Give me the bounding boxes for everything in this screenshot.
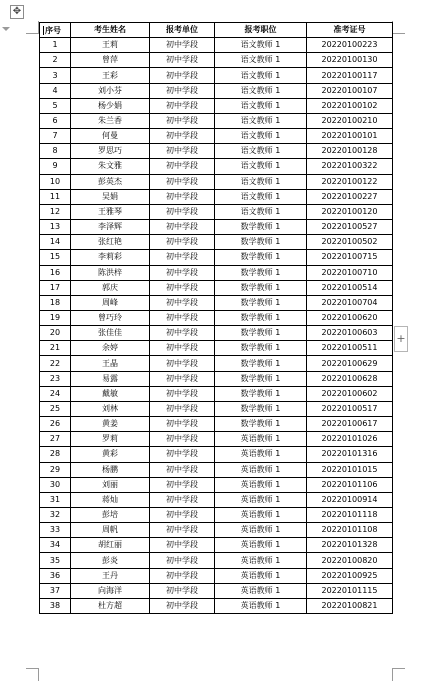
- cell-position[interactable]: 数学教师 1: [215, 341, 307, 356]
- table-row: [40, 553, 393, 568]
- cell-unit[interactable]: 初中学段: [150, 462, 215, 477]
- table-row: [40, 220, 393, 235]
- cell-name[interactable]: 周帆: [71, 523, 150, 538]
- cell-number[interactable]: 25: [40, 401, 71, 416]
- cell-exam-id[interactable]: 20220100620: [307, 310, 393, 325]
- cell-position[interactable]: 数学教师 1: [215, 220, 307, 235]
- table-row: [40, 432, 393, 447]
- cell-number[interactable]: 7: [40, 129, 71, 144]
- cell-name[interactable]: 朱文雅: [71, 159, 150, 174]
- table-row: [40, 477, 393, 492]
- cell-position[interactable]: 英语教师 1: [215, 447, 307, 462]
- cell-unit[interactable]: 初中学段: [150, 204, 215, 219]
- cell-name[interactable]: 杨鹏: [71, 462, 150, 477]
- cell-unit[interactable]: 初中学段: [150, 113, 215, 128]
- cell-exam-id[interactable]: 20220100821: [307, 598, 393, 613]
- cell-position[interactable]: 英语教师 1: [215, 598, 307, 613]
- cell-position[interactable]: 英语教师 1: [215, 432, 307, 447]
- table-row: [40, 371, 393, 386]
- cell-name[interactable]: 郭庆: [71, 280, 150, 295]
- cell-name[interactable]: 向海洋: [71, 583, 150, 598]
- cell-number[interactable]: 6: [40, 113, 71, 128]
- cell-unit[interactable]: 初中学段: [150, 250, 215, 265]
- cell-number[interactable]: 38: [40, 598, 71, 613]
- header-cell-unit[interactable]: 报考单位: [150, 23, 215, 38]
- header-cell-position[interactable]: 报考职位: [215, 23, 307, 38]
- cell-position[interactable]: 英语教师 1: [215, 462, 307, 477]
- cell-name[interactable]: 易露: [71, 371, 150, 386]
- cell-position[interactable]: 数学教师 1: [215, 356, 307, 371]
- cell-unit[interactable]: 初中学段: [150, 144, 215, 159]
- move-cross-icon: ✥: [12, 6, 22, 17]
- cell-number[interactable]: 14: [40, 235, 71, 250]
- cell-position[interactable]: 语文教师 1: [215, 129, 307, 144]
- table-row: [40, 83, 393, 98]
- table-row: [40, 508, 393, 523]
- cell-name[interactable]: 陈洪梓: [71, 265, 150, 280]
- table-row: [40, 538, 393, 553]
- table-row: [40, 401, 393, 416]
- cell-name[interactable]: 戴敏: [71, 386, 150, 401]
- cell-exam-id[interactable]: 20220100107: [307, 83, 393, 98]
- table-row: [40, 189, 393, 204]
- table-row: [40, 235, 393, 250]
- cell-unit[interactable]: 初中学段: [150, 477, 215, 492]
- cell-unit[interactable]: 初中学段: [150, 98, 215, 113]
- cell-name[interactable]: 彭培: [71, 508, 150, 523]
- table-row: [40, 129, 393, 144]
- cell-unit[interactable]: 初中学段: [150, 568, 215, 583]
- table-row: [40, 98, 393, 113]
- cell-number[interactable]: 29: [40, 462, 71, 477]
- cell-number[interactable]: 28: [40, 447, 71, 462]
- cell-position[interactable]: 数学教师 1: [215, 295, 307, 310]
- cell-position[interactable]: 英语教师 1: [215, 523, 307, 538]
- cell-number[interactable]: 37: [40, 583, 71, 598]
- cell-unit[interactable]: 初中学段: [150, 220, 215, 235]
- cell-unit[interactable]: 初中学段: [150, 417, 215, 432]
- header-cell-number[interactable]: 序号: [40, 23, 71, 38]
- cell-exam-id[interactable]: 20220100710: [307, 265, 393, 280]
- table-row: [40, 68, 393, 83]
- cell-number[interactable]: 18: [40, 295, 71, 310]
- table-row: [40, 568, 393, 583]
- cell-position[interactable]: 语文教师 1: [215, 68, 307, 83]
- cell-unit[interactable]: 初中学段: [150, 68, 215, 83]
- cell-exam-id[interactable]: 20220100122: [307, 174, 393, 189]
- cell-position[interactable]: 数学教师 1: [215, 417, 307, 432]
- cell-exam-id[interactable]: 20220100602: [307, 386, 393, 401]
- cell-exam-id[interactable]: 20220101115: [307, 583, 393, 598]
- cell-name[interactable]: 王雅琴: [71, 204, 150, 219]
- cell-name[interactable]: 刘小芬: [71, 83, 150, 98]
- cell-position[interactable]: 语文教师 1: [215, 98, 307, 113]
- cell-position[interactable]: 语文教师 1: [215, 83, 307, 98]
- table-row: [40, 341, 393, 356]
- cell-number[interactable]: 27: [40, 432, 71, 447]
- cell-name[interactable]: 朱兰香: [71, 113, 150, 128]
- table-row: [40, 492, 393, 507]
- cell-name[interactable]: 李莉彩: [71, 250, 150, 265]
- table-row: [40, 204, 393, 219]
- cell-unit[interactable]: 初中学段: [150, 447, 215, 462]
- cell-exam-id[interactable]: 20220100120: [307, 204, 393, 219]
- table-row: [40, 53, 393, 68]
- cell-number[interactable]: 12: [40, 204, 71, 219]
- cell-unit[interactable]: 初中学段: [150, 265, 215, 280]
- cell-name[interactable]: 曾萍: [71, 53, 150, 68]
- table-row: [40, 38, 393, 53]
- cell-unit[interactable]: 初中学段: [150, 492, 215, 507]
- cell-number[interactable]: 20: [40, 326, 71, 341]
- cell-unit[interactable]: 初中学段: [150, 53, 215, 68]
- cell-name[interactable]: 蒋灿: [71, 492, 150, 507]
- cell-position[interactable]: 语文教师 1: [215, 204, 307, 219]
- cell-unit[interactable]: 初中学段: [150, 295, 215, 310]
- cell-number[interactable]: 1: [40, 38, 71, 53]
- cell-number[interactable]: 35: [40, 553, 71, 568]
- cell-exam-id[interactable]: 20220100223: [307, 38, 393, 53]
- cell-unit[interactable]: 初中学段: [150, 174, 215, 189]
- table-row: [40, 280, 393, 295]
- cell-position[interactable]: 语文教师 1: [215, 144, 307, 159]
- cell-position[interactable]: 语文教师 1: [215, 174, 307, 189]
- cell-number[interactable]: 34: [40, 538, 71, 553]
- cell-number[interactable]: 32: [40, 508, 71, 523]
- table-row: [40, 462, 393, 477]
- cell-number[interactable]: 17: [40, 280, 71, 295]
- cell-position[interactable]: 数学教师 1: [215, 265, 307, 280]
- cell-position[interactable]: 数学教师 1: [215, 401, 307, 416]
- cell-exam-id[interactable]: 20220100102: [307, 98, 393, 113]
- table-row: [40, 144, 393, 159]
- cell-name[interactable]: 罗思巧: [71, 144, 150, 159]
- cell-unit[interactable]: 初中学段: [150, 235, 215, 250]
- cell-name[interactable]: 胡红丽: [71, 538, 150, 553]
- cell-name[interactable]: 余婷: [71, 341, 150, 356]
- cell-position[interactable]: 数学教师 1: [215, 371, 307, 386]
- cell-unit[interactable]: 初中学段: [150, 371, 215, 386]
- cell-name[interactable]: 罗莉: [71, 432, 150, 447]
- table-row: [40, 174, 393, 189]
- cell-unit[interactable]: 初中学段: [150, 432, 215, 447]
- cell-name[interactable]: 王彩: [71, 68, 150, 83]
- table-row: [40, 326, 393, 341]
- table-row: [40, 356, 393, 371]
- cell-position[interactable]: 数学教师 1: [215, 310, 307, 325]
- table-body: [40, 38, 393, 614]
- cell-number[interactable]: 10: [40, 174, 71, 189]
- cell-name[interactable]: 刘林: [71, 401, 150, 416]
- cell-exam-id[interactable]: 20220100128: [307, 144, 393, 159]
- cell-unit[interactable]: 初中学段: [150, 583, 215, 598]
- cell-position[interactable]: 数学教师 1: [215, 386, 307, 401]
- cell-name[interactable]: 杜方超: [71, 598, 150, 613]
- cell-exam-id[interactable]: 20220101015: [307, 462, 393, 477]
- cell-unit[interactable]: 初中学段: [150, 523, 215, 538]
- cell-number[interactable]: 13: [40, 220, 71, 235]
- cell-unit[interactable]: 初中学段: [150, 401, 215, 416]
- cell-position[interactable]: 语文教师 1: [215, 53, 307, 68]
- cell-unit[interactable]: 初中学段: [150, 508, 215, 523]
- cell-position[interactable]: 数学教师 1: [215, 250, 307, 265]
- table-row: [40, 295, 393, 310]
- cell-name[interactable]: 曾巧玲: [71, 310, 150, 325]
- cell-number[interactable]: 2: [40, 53, 71, 68]
- cell-name[interactable]: 张红艳: [71, 235, 150, 250]
- cell-position[interactable]: 语文教师 1: [215, 159, 307, 174]
- header-cell-exam-id[interactable]: 准考证号: [307, 23, 393, 38]
- cell-unit[interactable]: 初中学段: [150, 341, 215, 356]
- cell-exam-id[interactable]: 20220100820: [307, 553, 393, 568]
- cell-number[interactable]: 15: [40, 250, 71, 265]
- cell-number[interactable]: 23: [40, 371, 71, 386]
- cell-exam-id[interactable]: 20220100322: [307, 159, 393, 174]
- cell-unit[interactable]: 初中学段: [150, 310, 215, 325]
- cell-unit[interactable]: 初中学段: [150, 356, 215, 371]
- cell-unit[interactable]: 初中学段: [150, 386, 215, 401]
- cell-number[interactable]: 21: [40, 341, 71, 356]
- chevron-down-icon: [2, 27, 10, 31]
- cell-exam-id[interactable]: 20220100514: [307, 280, 393, 295]
- cell-name[interactable]: 彭炎: [71, 553, 150, 568]
- cell-unit[interactable]: 初中学段: [150, 159, 215, 174]
- cell-exam-id[interactable]: 20220100704: [307, 295, 393, 310]
- cell-unit[interactable]: 初中学段: [150, 326, 215, 341]
- table-row: [40, 598, 393, 613]
- table-row: [40, 447, 393, 462]
- cell-name[interactable]: 王莉: [71, 38, 150, 53]
- cell-position[interactable]: 数学教师 1: [215, 326, 307, 341]
- cell-position[interactable]: 英语教师 1: [215, 553, 307, 568]
- cell-position[interactable]: 英语教师 1: [215, 477, 307, 492]
- cell-exam-id[interactable]: 20220100925: [307, 568, 393, 583]
- cell-name[interactable]: 黄姜: [71, 417, 150, 432]
- cell-position[interactable]: 英语教师 1: [215, 583, 307, 598]
- cell-exam-id[interactable]: 20220100914: [307, 492, 393, 507]
- cell-unit[interactable]: 初中学段: [150, 280, 215, 295]
- cell-exam-id[interactable]: 20220100117: [307, 68, 393, 83]
- cell-unit[interactable]: 初中学段: [150, 83, 215, 98]
- cell-exam-id[interactable]: 20220100227: [307, 189, 393, 204]
- page-corner-mark-bottom-left: [26, 668, 39, 681]
- cell-number[interactable]: 26: [40, 417, 71, 432]
- table-row: [40, 250, 393, 265]
- cell-number[interactable]: 8: [40, 144, 71, 159]
- table-row: [40, 386, 393, 401]
- page-corner-mark-bottom-right: [392, 668, 405, 681]
- cell-number[interactable]: 22: [40, 356, 71, 371]
- cell-number[interactable]: 19: [40, 310, 71, 325]
- cell-exam-id[interactable]: 20220100210: [307, 113, 393, 128]
- cell-unit[interactable]: 初中学段: [150, 189, 215, 204]
- cell-name[interactable]: 王丹: [71, 568, 150, 583]
- cell-position[interactable]: 语文教师 1: [215, 113, 307, 128]
- cell-exam-id[interactable]: 20220100101: [307, 129, 393, 144]
- cell-number[interactable]: 9: [40, 159, 71, 174]
- cell-name[interactable]: 张佳佳: [71, 326, 150, 341]
- cell-unit[interactable]: 初中学段: [150, 538, 215, 553]
- table-row: [40, 310, 393, 325]
- cell-position[interactable]: 英语教师 1: [215, 492, 307, 507]
- cell-number[interactable]: 3: [40, 68, 71, 83]
- cell-unit[interactable]: 初中学段: [150, 598, 215, 613]
- table-row: [40, 583, 393, 598]
- cell-name[interactable]: 李泽辉: [71, 220, 150, 235]
- cell-number[interactable]: 33: [40, 523, 71, 538]
- cell-position[interactable]: 英语教师 1: [215, 568, 307, 583]
- candidate-table: [39, 22, 393, 614]
- cell-exam-id[interactable]: 20220101026: [307, 432, 393, 447]
- plus-icon: +: [396, 332, 406, 345]
- cell-exam-id[interactable]: 20220100603: [307, 326, 393, 341]
- cell-name[interactable]: 王晶: [71, 356, 150, 371]
- cell-unit[interactable]: 初中学段: [150, 553, 215, 568]
- cell-name[interactable]: 吴娟: [71, 189, 150, 204]
- add-column-button[interactable]: [394, 326, 408, 352]
- text-cursor: [43, 26, 44, 35]
- cell-number[interactable]: 31: [40, 492, 71, 507]
- cell-exam-id[interactable]: 20220100511: [307, 341, 393, 356]
- cell-exam-id[interactable]: 20220100502: [307, 235, 393, 250]
- cell-exam-id[interactable]: 20220101108: [307, 523, 393, 538]
- cell-number[interactable]: 5: [40, 98, 71, 113]
- cell-name[interactable]: 刘丽: [71, 477, 150, 492]
- cell-unit[interactable]: 初中学段: [150, 129, 215, 144]
- table-row: [40, 417, 393, 432]
- table-row: [40, 265, 393, 280]
- cell-exam-id[interactable]: 20220101328: [307, 538, 393, 553]
- cell-exam-id[interactable]: 20220101118: [307, 508, 393, 523]
- cell-exam-id[interactable]: 20220100715: [307, 250, 393, 265]
- cell-name[interactable]: 黄彩: [71, 447, 150, 462]
- page-corner-mark-top-right: [392, 21, 405, 34]
- cell-position[interactable]: 语文教师 1: [215, 38, 307, 53]
- cell-exam-id[interactable]: 20220100629: [307, 356, 393, 371]
- cell-unit[interactable]: 初中学段: [150, 38, 215, 53]
- cell-name[interactable]: 何曼: [71, 129, 150, 144]
- table-row: [40, 113, 393, 128]
- cell-position[interactable]: 英语教师 1: [215, 508, 307, 523]
- page-corner-mark-top-left: [26, 21, 39, 34]
- table-row: [40, 159, 393, 174]
- cell-position[interactable]: 语文教师 1: [215, 189, 307, 204]
- header-cell-name[interactable]: 考生姓名: [71, 23, 150, 38]
- cell-name[interactable]: 彭英杰: [71, 174, 150, 189]
- cell-position[interactable]: 数学教师 1: [215, 280, 307, 295]
- cell-exam-id[interactable]: 20220101106: [307, 477, 393, 492]
- cell-number[interactable]: 36: [40, 568, 71, 583]
- cell-number[interactable]: 4: [40, 83, 71, 98]
- cell-exam-id[interactable]: 20220100617: [307, 417, 393, 432]
- cell-position[interactable]: 英语教师 1: [215, 538, 307, 553]
- table-move-handle[interactable]: [10, 5, 24, 19]
- cell-exam-id[interactable]: 20220100517: [307, 401, 393, 416]
- cell-exam-id[interactable]: 20220100628: [307, 371, 393, 386]
- cell-number[interactable]: 30: [40, 477, 71, 492]
- cell-number[interactable]: 16: [40, 265, 71, 280]
- cell-exam-id[interactable]: 20220100130: [307, 53, 393, 68]
- cell-name[interactable]: 周峰: [71, 295, 150, 310]
- cell-number[interactable]: 24: [40, 386, 71, 401]
- cell-number[interactable]: 11: [40, 189, 71, 204]
- table-row: [40, 523, 393, 538]
- cell-name[interactable]: 杨少娟: [71, 98, 150, 113]
- table-header-row: [40, 23, 393, 38]
- cell-position[interactable]: 数学教师 1: [215, 235, 307, 250]
- cell-exam-id[interactable]: 20220100527: [307, 220, 393, 235]
- cell-exam-id[interactable]: 20220101316: [307, 447, 393, 462]
